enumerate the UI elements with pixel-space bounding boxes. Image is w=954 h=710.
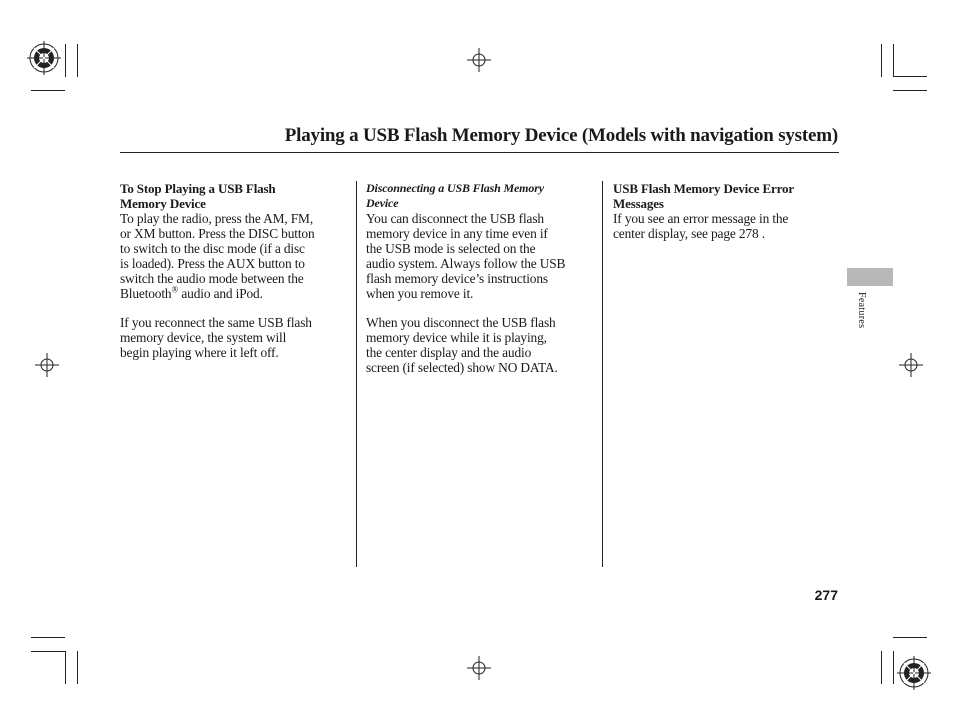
body-line: the USB mode is selected on the <box>366 241 536 256</box>
body-line: memory device, the system will <box>120 330 287 345</box>
body-line: memory device in any time even if <box>366 226 548 241</box>
body-line: When you disconnect the USB flash <box>366 315 556 330</box>
section-heading: Device <box>366 196 399 210</box>
section-tab-label: Features <box>856 292 867 329</box>
bluetooth-word: Bluetooth <box>120 286 172 301</box>
column-divider <box>356 181 357 567</box>
section-heading: To Stop Playing a USB Flash <box>120 181 276 196</box>
column-error-messages <box>613 181 839 241</box>
crop-mark <box>65 44 66 77</box>
section-heading: Memory Device <box>120 196 206 211</box>
title-rule <box>120 152 839 153</box>
crop-mark <box>881 44 882 77</box>
section-tab <box>847 268 893 286</box>
body-line: to switch to the disc mode (if a disc <box>120 241 305 256</box>
column-disconnecting <box>366 181 598 375</box>
column-divider <box>602 181 603 567</box>
body-line: switch the audio mode between the <box>120 271 304 286</box>
body-line: You can disconnect the USB flash <box>366 211 544 226</box>
crop-mark <box>893 637 927 638</box>
crop-mark <box>77 44 78 77</box>
crop-mark <box>893 651 894 684</box>
registered-mark: ® <box>171 284 179 295</box>
body-line: center display, see page 278 . <box>613 226 765 241</box>
section-heading: Messages <box>613 196 664 211</box>
body-text: audio and iPod. <box>178 286 263 301</box>
column-stop-playing <box>120 181 352 360</box>
body-line: or XM button. Press the DISC button <box>120 226 315 241</box>
body-line <box>120 286 352 301</box>
crop-mark <box>31 90 65 91</box>
crop-mark <box>31 651 65 652</box>
crop-mark <box>881 651 882 684</box>
registration-mark-bottom-right <box>897 656 931 690</box>
crop-mark <box>893 44 894 77</box>
body-line: is loaded). Press the AUX button to <box>120 256 305 271</box>
body-line: when you remove it. <box>366 286 474 301</box>
crop-mark <box>893 76 927 77</box>
body-line: To play the radio, press the AM, FM, <box>120 211 314 226</box>
body-line: flash memory device’s instructions <box>366 271 548 286</box>
section-heading: Disconnecting a USB Flash Memory <box>366 181 544 195</box>
crop-mark <box>77 651 78 684</box>
page-title: Playing a USB Flash Memory Device (Models with navigation system) <box>284 125 838 146</box>
registration-mark-top-left <box>27 41 61 75</box>
body-line: screen (if selected) show NO DATA. <box>366 360 558 375</box>
crosshair-target-bottom <box>467 656 491 680</box>
body-line: If you see an error message in the <box>613 211 789 226</box>
crosshair-target-left <box>35 353 59 377</box>
page-number: 277 <box>814 587 838 603</box>
crosshair-target-right <box>899 353 923 377</box>
crosshair-target-top <box>467 48 491 72</box>
crop-mark <box>893 90 927 91</box>
crop-mark <box>31 637 65 638</box>
body-line: If you reconnect the same USB flash <box>120 315 312 330</box>
crop-mark <box>65 651 66 684</box>
body-line: the center display and the audio <box>366 345 532 360</box>
body-line: memory device while it is playing, <box>366 330 547 345</box>
body-line: audio system. Always follow the USB <box>366 256 566 271</box>
section-heading: USB Flash Memory Device Error <box>613 181 794 196</box>
body-line: begin playing where it left off. <box>120 345 279 360</box>
